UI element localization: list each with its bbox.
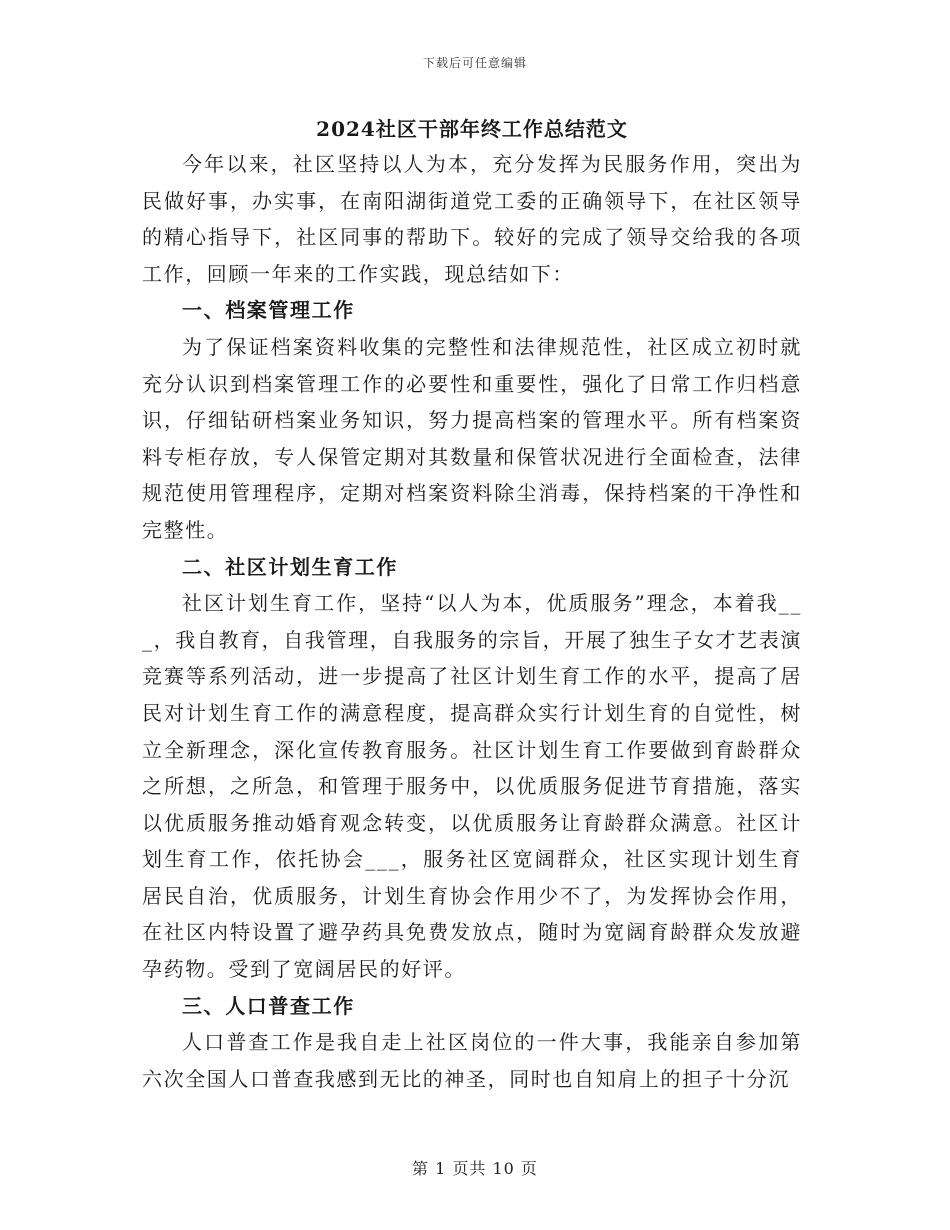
section-heading-archives: 一、档案管理工作	[182, 298, 355, 323]
section-body-census: 人口普查工作是我自走上社区岗位的一件大事，我能亲自参加第六次全国人口普查我感到无比的神圣，同时也自知肩上的担子十分沉	[142, 1030, 802, 1091]
section-body-family-planning: 社区计划生育工作，坚持“以人为本，优质服务”理念，本着我___，我自教育，自我管理，自我服务的宗旨，开展了独生子女才艺表演竞赛等系列活动，进一步提高了社区计划生育工作的水平，提高了居民对计划生育工作的满意程度，提高群众实行计划生育的自觉性，树立全新理念，深化宣传教育服务。社区计划生育工作要做到育龄群众之所想，之所急，和管理于服务中，以优质服务促进节育措施，落实以优质服务推动婚育观念转变，以优质服务让育龄群众满意。社区计划生育工作，依托协会___，服务社区宽阔群众，社区实现计划生育居民自治，优质服务，计划生育协会作用少不了，为发挥协会作用，在社区内特设置了避孕药具免费发放点，随时为宽阔育龄群众发放避孕药物。受到了宽阔居民的好评。	[142, 591, 802, 982]
section-heading-census: 三、人口普查工作	[182, 993, 355, 1018]
intro-paragraph: 今年以来，社区坚持以人为本，充分发挥为民服务作用，突出为民做好事，办实事，在南阳湖街道党工委的正确领导下，在社区领导的精心指导下，社区同事的帮助下。较好的完成了领导交给我的各项工作，回顾一年来的工作实践，现总结如下：	[142, 152, 802, 286]
section-body-archives: 为了保证档案资料收集的完整性和法律规范性，社区成立初时就充分认识到档案管理工作的必要性和重要性，强化了日常工作归档意识，仔细钻研档案业务知识，努力提高档案的管理水平。所有档案资料专柜存放，专人保管定期对其数量和保管状况进行全面检查，法律规范使用管理程序，定期对档案资料除尘消毒，保持档案的干净性和完整性。	[142, 334, 802, 542]
document-title: 2024社区干部年终工作总结范文	[316, 117, 628, 141]
section-heading-family-planning: 二、社区计划生育工作	[182, 554, 398, 579]
header-note: 下载后可任意编辑	[422, 56, 527, 70]
document-body	[142, 112, 802, 1097]
page-number: 第 1 页共 10 页	[412, 1159, 538, 1178]
